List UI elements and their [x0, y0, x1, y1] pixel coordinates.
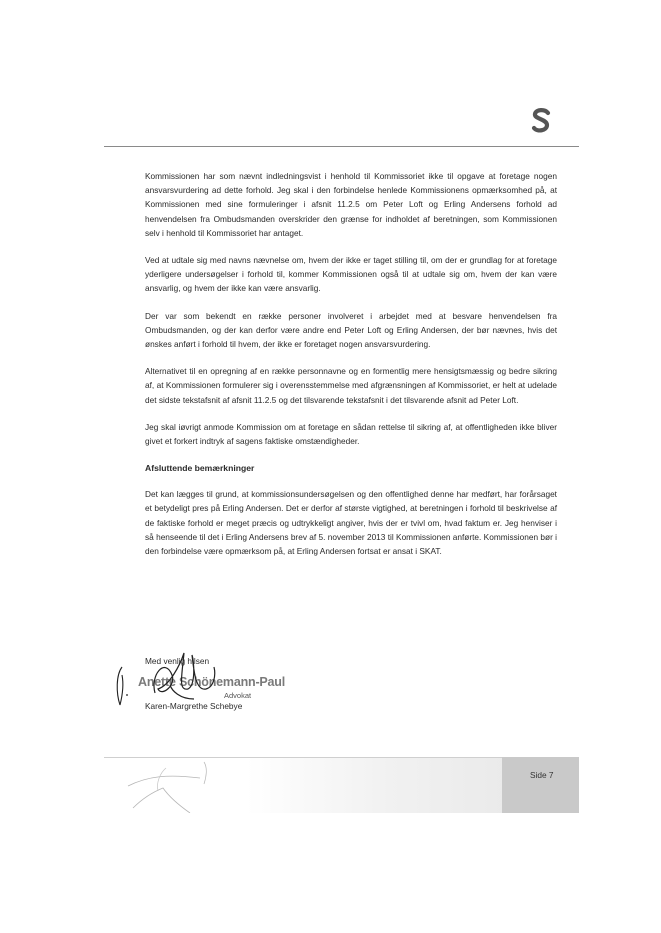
paragraph: Ved at udtale sig med navns nævnelse om, hvem der ikke er taget stilling til, om der er grundlag for at foretage yderligere undersøgelser i forhold til, kommer Kommissionen også til at udtale sig om, hvem der kan være ansvarlig, og hvem der ikke kan være ansvarlig. [145, 255, 557, 294]
paragraph: Kommissionen har som nævnt indledningsvist i henhold til Kommissoriet ikke til opgave at foretage nogen ansvarsvurdering ad dette forhold. Jeg skal i den forbindelse henlede Kommissionens opmærksomhed på, at Kommissionen med sine formuleringer i afsnit 11.2.5 om Peter Loft og Erling Andersens forhold ad henvendelsen fra Ombudsmanden overskrider den grænse for indholdet af beretningen, som Kommissionen selv i henhold til Kommissoriet har antaget. [145, 171, 557, 238]
paragraph: Jeg skal iøvrigt anmode Kommission om at foretage en sådan rettelse til sikring af, at offentligheden ikke bliver givet et forkert indtryk af sagens faktiske omstændigheder. [145, 421, 557, 447]
closing-paragraph: Det kan lægges til grund, at kommissionsundersøgelsen og den offentlighed denne har medført, har forårsaget et betydeligt pres på Erling Andersen. Det er derfor af største vigtighed, at beretningen i forhold til beskrivelse af de faktiske forhold er meget præcis og udtrykkeligt angiver, hvis der er tvivl om, hvad faktum er. Jeg henviser i så henseende til det i Erling Andersens brev af 5. november 2013 til Kommissionen anførte. Kommissionen bør i den forbindelse være opmærksom på, at Erling Andersen fortsat er ansat i SKAT. [145, 489, 557, 557]
footer-page-box [502, 757, 579, 813]
handwritten-signature-icon [110, 645, 243, 715]
header-rule [104, 146, 579, 147]
s-logo-icon [531, 108, 551, 134]
signer-name: Anette Schönemann-Paul [138, 675, 286, 689]
letter-body [145, 169, 557, 571]
signer-title: Advokat [224, 691, 252, 700]
paragraph: Alternativet til en opregning af en række personnavne og en formentlig mere hensigtsmæssig og bedre sikring af, at Kommissionen formulerer sig i overensstemmelse med afgrænsningen af Kommissoriet, er helt at udelade det sidste tekstafsnit af afsnit 11.2.5 og det tilsvarende tekstafsnit i det tilsvarende afsnit ad Peter Loft. [145, 366, 557, 405]
page-number: Side 7 [530, 770, 554, 780]
paragraph: Der var som bekendt en række personer involveret i arbejdet med at besvare henvendelsen fra Ombudsmanden, og der kan derfor være andre end Peter Loft og Erling Andersen, der bør nævnes, hvis det ønskes anført i forhold til hvem, der ikke er foretaget nogen ansvarsvurdering. [145, 310, 557, 350]
cc-name: Karen-Margrethe Schebye [145, 701, 243, 711]
greeting: Med venlig hilsen [145, 656, 210, 666]
section-heading: Afsluttende bemærkninger [145, 463, 255, 474]
decorative-sketch-icon [108, 758, 218, 813]
